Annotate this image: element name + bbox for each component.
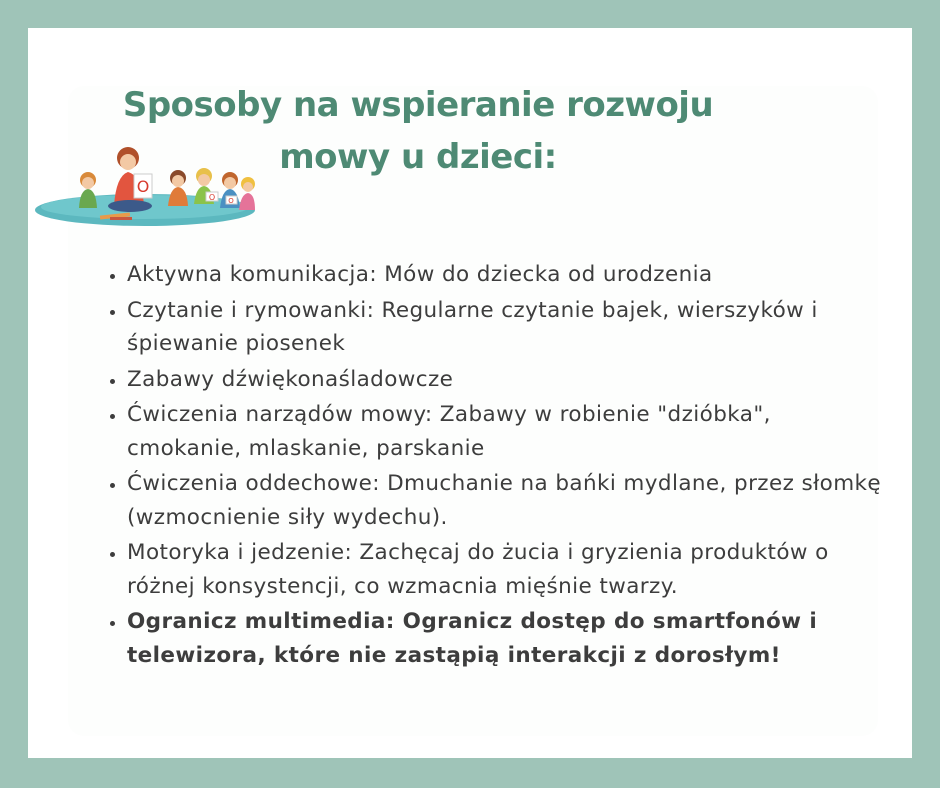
tip-text: Ogranicz multimedia: Ogranicz dostęp do smartfonów i telewizora, które nie zastąpią interakcji z dorosłym!	[127, 609, 818, 668]
list-item	[127, 294, 887, 361]
small-card-letter-2: O	[228, 197, 234, 205]
list-item	[127, 536, 887, 603]
title-line-1: Sposoby na wspieranie rozwoju	[122, 85, 714, 125]
tip-text: Motoryka i jedzenie: Zachęcaj do żucia i gryzienia produktów o różnej konsystencji, co wzmacnia mięśnie twarzy.	[127, 540, 829, 599]
list-item	[127, 258, 887, 292]
list-item	[127, 398, 887, 465]
list-item-highlight	[127, 605, 887, 672]
small-card-letter: O	[208, 193, 216, 202]
tip-text: Ćwiczenia oddechowe: Dmuchanie na bańki mydlane, przez słomkę (wzmocnienie siły wydechu).	[127, 471, 882, 530]
tip-text: Ćwiczenia narządów mowy: Zabawy w robienie "dzióbka", cmokanie, mlaskanie, parskanie	[127, 402, 771, 461]
teacher-card-letter: O	[136, 177, 150, 196]
list-item	[127, 363, 887, 397]
title-line-2: mowy u dzieci:	[279, 137, 557, 177]
tip-text: Aktywna komunikacja: Mów do dziecka od urodzenia	[127, 262, 713, 287]
tip-text: Czytanie i rymowanki: Regularne czytanie bajek, wierszyków i śpiewanie piosenek	[127, 297, 818, 356]
tip-text: Zabawy dźwiękonaśladowcze	[127, 366, 454, 392]
tips-list	[100, 258, 887, 674]
list-item	[127, 467, 887, 534]
children-with-teacher-illustration	[30, 118, 255, 226]
